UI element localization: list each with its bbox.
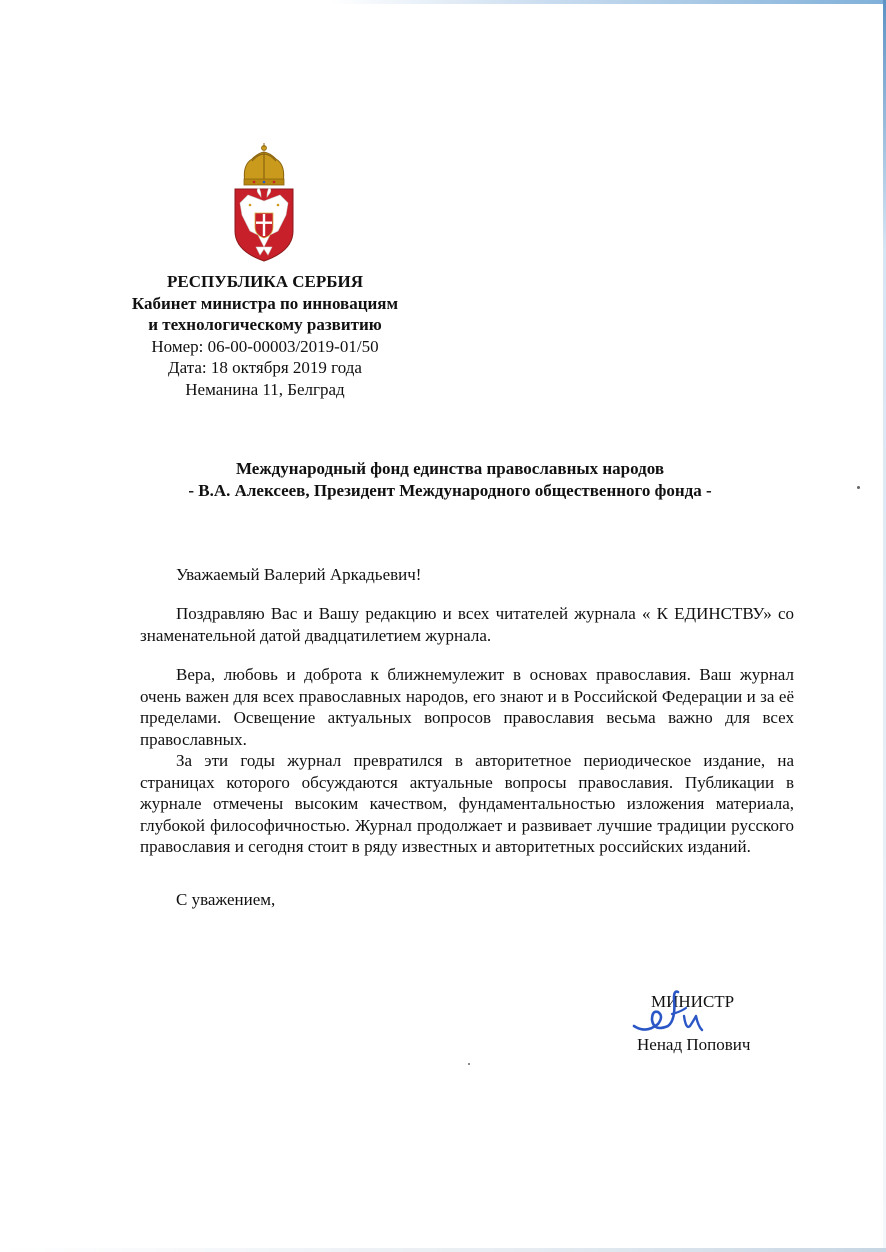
- recipient-organization: Международный фонд единства православных народов: [235, 459, 665, 478]
- handwritten-signature-icon: [628, 986, 718, 1044]
- scan-edge-bottom: [0, 1248, 886, 1252]
- scan-speck: [468, 1063, 470, 1065]
- signatory-name: Ненад Попович: [637, 1035, 751, 1054]
- recipient-person: - В.А. Алексеев, Президент Международного общественного фонда -: [188, 481, 712, 500]
- crown-icon: [244, 143, 284, 185]
- scan-speck: [857, 486, 860, 489]
- office-name-line2: и технологическому развитию: [148, 315, 382, 334]
- signatory-title: МИНИСТР: [651, 992, 735, 1011]
- coat-of-arms-icon: [228, 143, 300, 263]
- recipient-block: [150, 458, 750, 502]
- scan-edge-top: [330, 0, 886, 4]
- country-name: РЕСПУБЛИКА СЕРБИЯ: [167, 272, 363, 291]
- paragraph-journal: За эти годы журнал превратился в авторитетное периодическое издание, на страницах которого обсуждаются актуальные вопросы православия. Публикации в журнале отмечены высоким качеством, фундаментальностью изложения материала, глубокой философичностью. Журнал продолжает и развивает лучшие традиции русского православия и сегодня стоит в ряду известных и авторитетных российских изданий.: [140, 751, 794, 856]
- greeting: Уважаемый Валерий Аркадьевич!: [176, 565, 422, 584]
- office-name-line1: Кабинет министра по инновациям: [131, 293, 399, 313]
- closing-phrase: С уважением,: [176, 890, 276, 909]
- document-number: Номер: 06-00-00003/2019-01/50: [151, 336, 379, 356]
- paragraph-faith: Вера, любовь и доброта к ближнемулежит в основах православия. Ваш журнал очень важен для всех православных народов, его знают и в Российской Федерации и за её пределами. Освещение актуальных вопросов православия весьма важно для всех православных.: [140, 665, 794, 749]
- document-date: Дата: 18 октября 2019 года: [168, 358, 362, 377]
- letterhead: [95, 271, 435, 400]
- office-address: Неманина 11, Белград: [185, 379, 345, 399]
- paragraph-congratulation: Поздравляю Вас и Вашу редакцию и всех читателей журнала « К ЕДИНСТВУ» со знаменательной датой двадцатилетием журнала.: [140, 604, 794, 645]
